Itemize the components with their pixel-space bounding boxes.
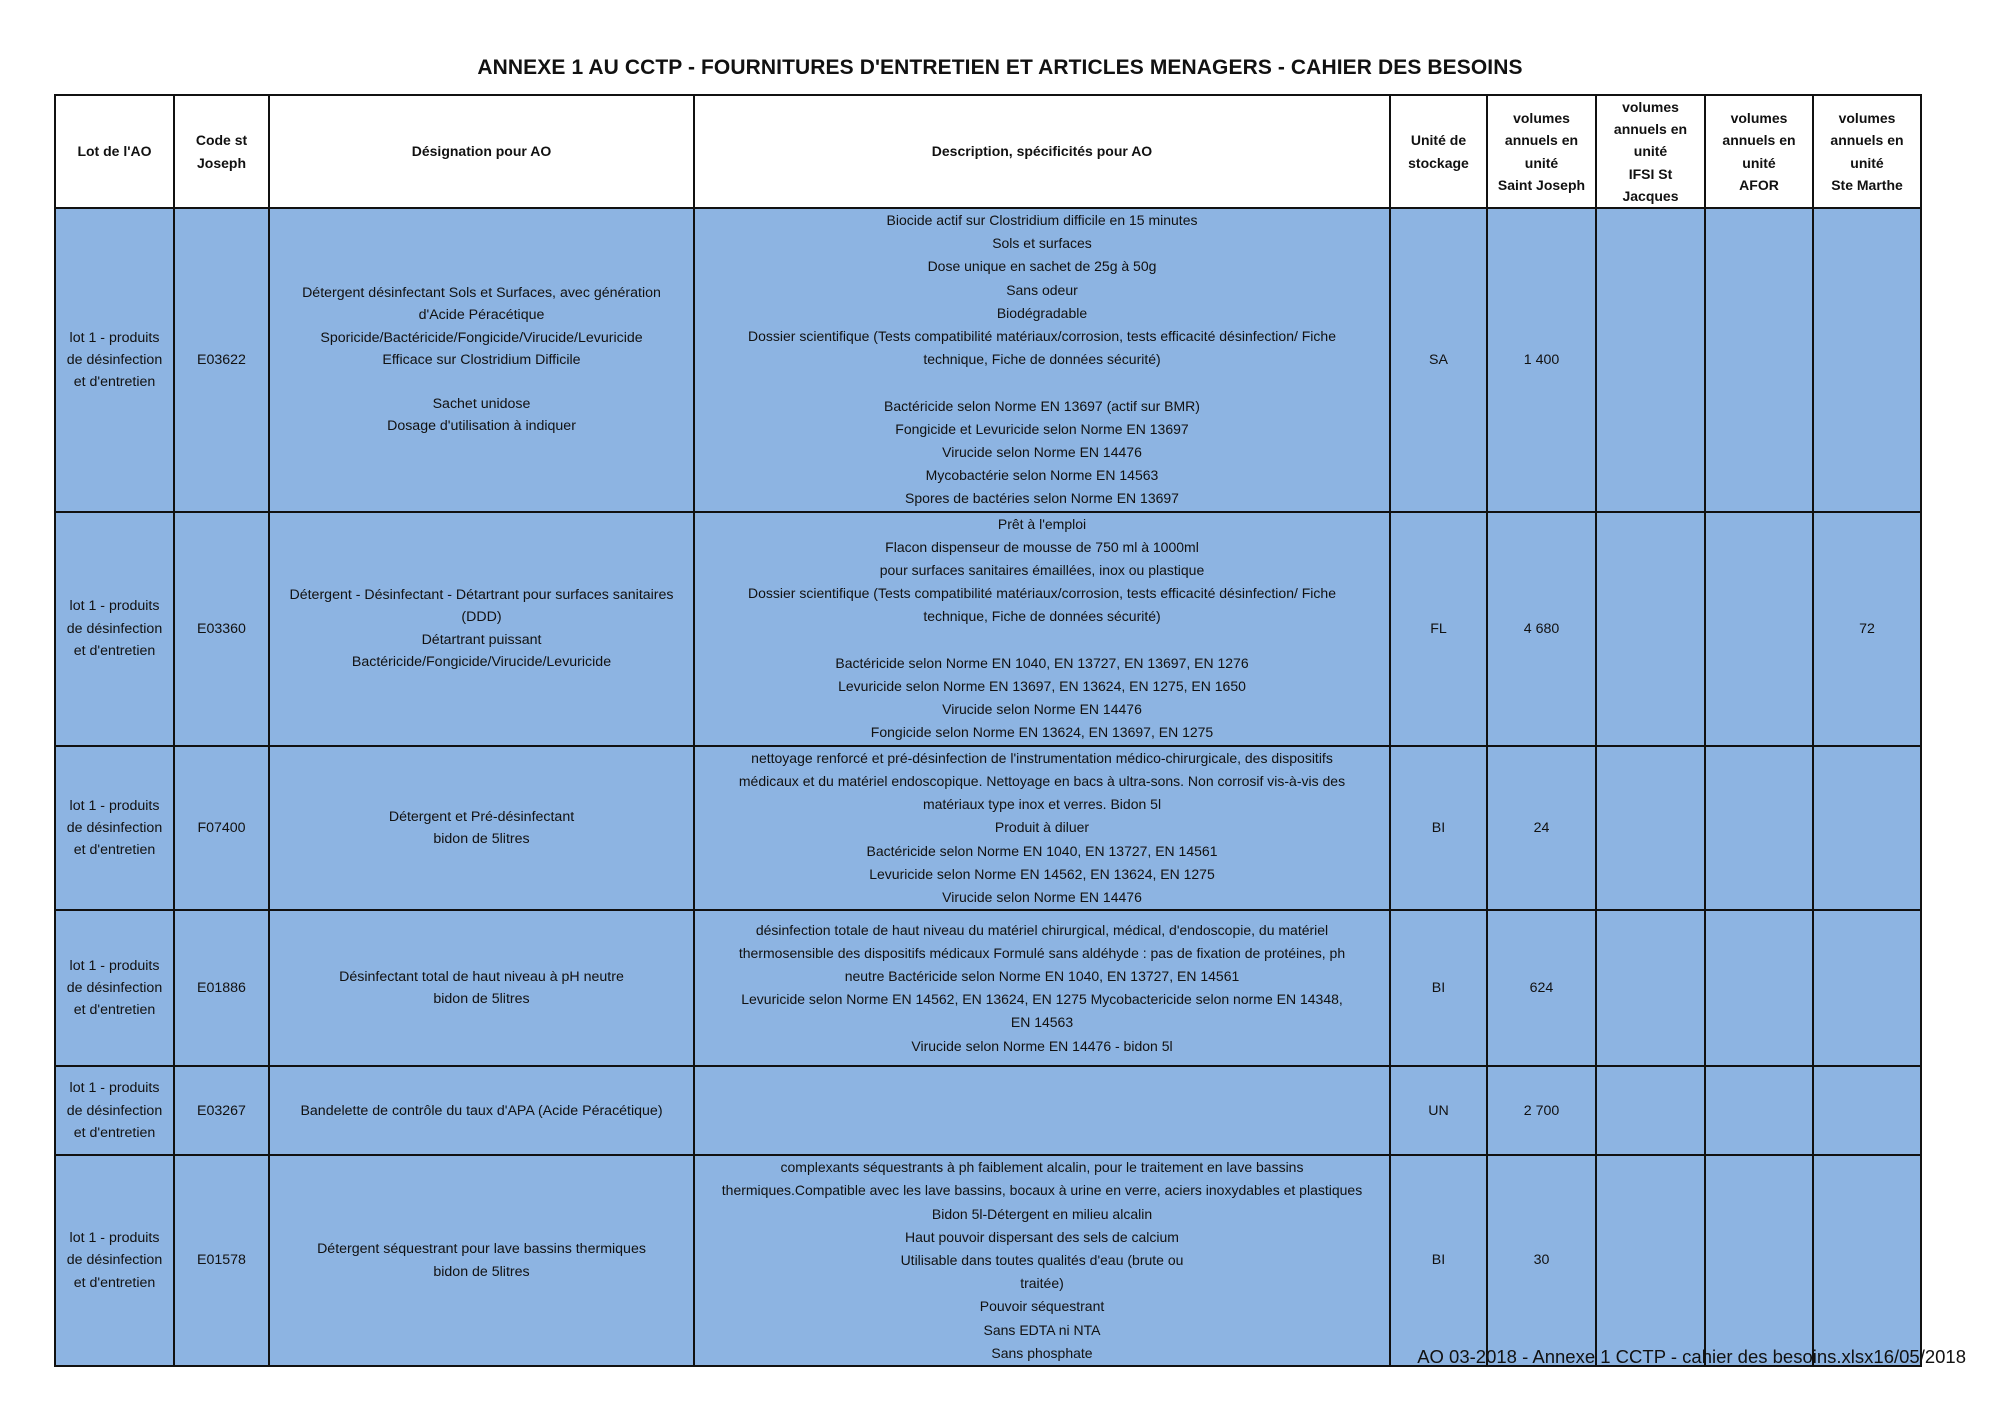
cell-lot: lot 1 - produits de désinfection et d'entretien [55,512,174,746]
cell-code: E03267 [174,1066,269,1155]
cell-designation: Détergent et Pré-désinfectant bidon de 5litres [269,746,694,910]
header-vol-saint-joseph: volumes annuels en unité Saint Joseph [1487,95,1596,208]
cell-description: complexants séquestrants à ph faiblement alcalin, pour le traitement en lave bassins thermiques.Compatible avec les lave bassins, bocaux à urine en verre, aciers inoxydables et plastiques Bidon 5l-Détergent en milieu alcalin Haut pouvoir dispersant des sels de calcium Utilisable dans toutes qualités d'eau (brute ou traitée) Pouvoir séquestrant Sans EDTA ni NTA Sans phosphate [694,1155,1390,1366]
cell-vol-ste-marthe [1813,1066,1921,1155]
cell-vol-saint-joseph: 624 [1487,910,1596,1066]
document-title: ANNEXE 1 AU CCTP - FOURNITURES D'ENTRETIEN ET ARTICLES MENAGERS - CAHIER DES BESOINS [477,56,1523,79]
cell-unite: BI [1390,910,1487,1066]
cell-description: Prêt à l'emploi Flacon dispenseur de mousse de 750 ml à 1000ml pour surfaces sanitaires émaillées, inox ou plastique Dossier scientifique (Tests compatibilité matériaux/corrosion, tests efficacité désinfection/ Fiche technique, Fiche de données sécurité) Bactéricide selon Norme EN 1040, EN 13727, EN 13697, EN 1276 Levuricide selon Norme EN 13697, EN 13624, EN 1275, EN 1650 Virucide selon Norme EN 14476 Fongicide selon Norme EN 13624, EN 13697, EN 1275 [694,512,1390,746]
cell-designation: Détergent - Désinfectant - Détartrant pour surfaces sanitaires (DDD) Détartrant puissant Bactéricide/Fongicide/Virucide/Levuricide [269,512,694,746]
table-row [55,208,1921,512]
table-row [55,1155,1921,1366]
cell-vol-ste-marthe: 72 [1813,512,1921,746]
cell-code: E03360 [174,512,269,746]
cell-vol-saint-joseph: 4 680 [1487,512,1596,746]
table-header-row [55,95,1921,208]
cell-designation: Détergent séquestrant pour lave bassins thermiques bidon de 5litres [269,1155,694,1366]
cell-unite: UN [1390,1066,1487,1155]
cell-code: E03622 [174,208,269,512]
cell-unite: SA [1390,208,1487,512]
header-designation: Désignation pour AO [269,95,694,208]
cell-vol-ste-marthe [1813,208,1921,512]
cell-vol-saint-joseph: 1 400 [1487,208,1596,512]
header-code: Code st Joseph [174,95,269,208]
table-row [55,1066,1921,1155]
cell-vol-ifsi [1596,208,1705,512]
cell-description: Biocide actif sur Clostridium difficile en 15 minutes Sols et surfaces Dose unique en sachet de 25g à 50g Sans odeur Biodégradable Dossier scientifique (Tests compatibilité matériaux/corrosion, tests efficacité désinfection/ Fiche technique, Fiche de données sécurité) Bactéricide selon Norme EN 13697 (actif sur BMR) Fongicide et Levuricide selon Norme EN 13697 Virucide selon Norme EN 14476 Mycobactérie selon Norme EN 14563 Spores de bactéries selon Norme EN 13697 [694,208,1390,512]
cell-vol-afor [1705,910,1813,1066]
cell-designation: Bandelette de contrôle du taux d'APA (Acide Péracétique) [269,1066,694,1155]
header-vol-afor: volumes annuels en unité AFOR [1705,95,1813,208]
cell-vol-ifsi [1596,746,1705,910]
header-vol-ifsi: volumes annuels en unité IFSI St Jacques [1596,95,1705,208]
page-footer: AO 03-2018 - Annexe 1 CCTP - cahier des besoins.xlsx16/05/2018 [1417,1346,1966,1367]
cell-code: E01578 [174,1155,269,1366]
cell-description: nettoyage renforcé et pré-désinfection de l'instrumentation médico-chirurgicale, des dispositifs médicaux et du matériel endoscopique. Nettoyage en bacs à ultra-sons. Non corrosif vis-à-vis des matériaux type inox et verres. Bidon 5l Produit à diluer Bactéricide selon Norme EN 1040, EN 13727, EN 14561 Levuricide selon Norme EN 14562, EN 13624, EN 1275 Virucide selon Norme EN 14476 [694,746,1390,910]
header-vol-ste-marthe: volumes annuels en unité Ste Marthe [1813,95,1921,208]
cell-vol-afor [1705,512,1813,746]
cell-vol-ste-marthe [1813,746,1921,910]
cell-designation: Détergent désinfectant Sols et Surfaces, avec génération d'Acide Péracétique Sporicide/Bactéricide/Fongicide/Virucide/Levuricide Efficace sur Clostridium Difficile Sachet unidose Dosage d'utilisation à indiquer [269,208,694,512]
cell-description: désinfection totale de haut niveau du matériel chirurgical, médical, d'endoscopie, du matériel thermosensible des dispositifs médicaux Formulé sans aldéhyde : pas de fixation de protéines, ph neutre Bactéricide selon Norme EN 1040, EN 13727, EN 14561 Levuricide selon Norme EN 14562, EN 13624, EN 1275 Mycobactericide selon norme EN 14348, EN 14563 Virucide selon Norme EN 14476 - bidon 5l [694,910,1390,1066]
cell-code: F07400 [174,746,269,910]
table-row [55,910,1921,1066]
cell-vol-saint-joseph: 2 700 [1487,1066,1596,1155]
cell-lot: lot 1 - produits de désinfection et d'entretien [55,910,174,1066]
cell-vol-saint-joseph: 30 [1487,1155,1596,1366]
header-description: Description, spécificités pour AO [694,95,1390,208]
header-unite: Unité de stockage [1390,95,1487,208]
cell-unite: BI [1390,1155,1487,1366]
cell-lot: lot 1 - produits de désinfection et d'entretien [55,208,174,512]
header-lot: Lot de l'AO [55,95,174,208]
cell-lot: lot 1 - produits de désinfection et d'entretien [55,1066,174,1155]
cell-vol-ste-marthe [1813,910,1921,1066]
cell-description [694,1066,1390,1155]
cell-vol-ifsi [1596,910,1705,1066]
cell-vol-saint-joseph: 24 [1487,746,1596,910]
cell-vol-afor [1705,1066,1813,1155]
needs-table [54,94,1922,1367]
cell-vol-ifsi [1596,1155,1705,1366]
cell-vol-afor [1705,208,1813,512]
table-row [55,512,1921,746]
table-row [55,746,1921,910]
cell-unite: FL [1390,512,1487,746]
cell-vol-afor [1705,746,1813,910]
cell-code: E01886 [174,910,269,1066]
cell-vol-ifsi [1596,512,1705,746]
cell-lot: lot 1 - produits de désinfection et d'entretien [55,746,174,910]
cell-lot: lot 1 - produits de désinfection et d'entretien [55,1155,174,1366]
cell-vol-ste-marthe [1813,1155,1921,1366]
cell-vol-afor [1705,1155,1813,1366]
cell-vol-ifsi [1596,1066,1705,1155]
cell-unite: BI [1390,746,1487,910]
cell-designation: Désinfectant total de haut niveau à pH neutre bidon de 5litres [269,910,694,1066]
